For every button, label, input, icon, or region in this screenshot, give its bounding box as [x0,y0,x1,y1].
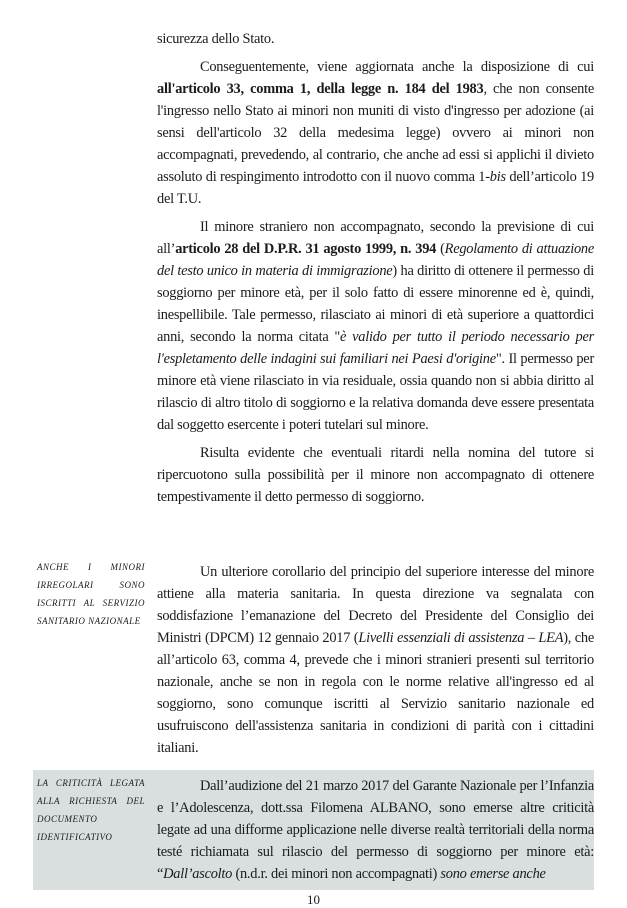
paragraph [157,775,594,885]
text-run: (n.d.r. dei minori non accompagnati) [232,866,441,882]
italic-run: è valido per tutto il periodo necessario per l'espletamento delle indagini sui familiari nei Paesi d'origine [157,329,594,367]
margin-note [37,774,145,846]
italic-run: Regolamento di attuazione del testo unico in materia di immigrazione [157,241,595,279]
body-text-bottom [157,775,594,885]
margin-note [37,558,145,630]
page-number: 10 [307,892,320,907]
paragraph [157,216,594,436]
paragraph [157,442,594,508]
text-run: ), che all’articolo 63, comma 4, prevede che i minori stranieri presenti sul territorio nazionale, anche se non in regola con le norme relative all'ingresso ed al soggiorno, sono comunque iscritti al Servizio sanitario nazionale ed usufruiscono dell'assistenza sanitaria in condizioni di parità con i cittadini italiani. [157,630,594,756]
text-run: ( [436,241,445,257]
body-text-middle [157,561,594,759]
body-text-top [157,28,594,508]
paragraph [157,56,594,210]
text-run: , che non consente l'ingresso nello Stato ai minori non muniti di visto d'ingresso per adozione (ai sensi dell'articolo 32 della medesima legge) ovvero ai minori non accompagnati, prevedendo, al contrario, che anche ad essi si applichi il divieto assoluto di respingimento introdotto con il nuovo comma 1- [157,81,595,185]
text-run: Un ulteriore corollario del principio del superiore interesse del minore attiene alla materia sanitaria. In questa direzione va segnalata con soddisfazione l’emanazione del Decreto del Presidente del Consiglio dei Ministri (DPCM) 12 gennaio 2017 ( [157,564,594,646]
text-run: dell’articolo 19 del T.U. [157,169,594,207]
paragraph [157,561,594,759]
bold-run: all'articolo 33, comma 1, della legge n. 184 del 1983 [157,81,484,97]
bold-run: articolo 28 del D.P.R. 31 agosto 1999, n. 394 [175,241,437,257]
italic-run: Dall’ascolto [163,866,233,882]
text-run: ) ha diritto di ottenere il permesso di soggiorno per minore età, per il solo fatto di essere minorenne ed è, quindi, inespellibile. Tale permesso, rilasciato ai minori di età superiore a quattordici anni, secondo la norma citata " [157,263,594,345]
text-run: Conseguentemente, viene aggiornata anche la disposizione di cui [200,59,594,75]
margin-note-text: ANCHE I MINORI IRREGOLARI SONO ISCRITTI AL SERVIZIO SANITARIO NAZIONALE [37,562,145,626]
text-run: Risulta evidente che eventuali ritardi nella nomina del tutore si ripercuotono sulla possibilità per il minore non accompagnato di ottenere tempestivamente il detto permesso di soggiorno. [157,445,594,505]
text-run: Il minore straniero non accompagnato, secondo la previsione di cui all’ [157,219,594,257]
margin-note-text: LA CRITICITÀ LEGATA ALLA RICHIESTA DEL DOCUMENTO IDENTIFICATIVO [37,778,145,842]
text-run: Dall’audizione del 21 marzo 2017 del Garante Nazionale per l’Infanzia e l’Adolescenza, dott.ssa Filomena ALBANO, sono emerse altre criticità legate ad una difforme applicazione nelle diverse realtà territoriali della norma testé richiamata sul rilascio del permesso di soggiorno per minore età: “ [157,778,594,882]
italic-run: sono emerse anche [440,866,546,882]
text-run: ". Il permesso per minore età viene rilasciato in via residuale, ossia quando non si abbia diritto al rilascio di altro titolo di soggiorno e la relativa domanda deve essere presentata dal soggetto esercente i poteri tutelari sul minore. [157,351,594,433]
paragraph [157,28,594,50]
italic-run: bis [489,169,506,185]
italic-run: Livelli essenziali di assistenza – LEA [358,630,564,646]
text-run: sicurezza dello Stato. [157,31,275,47]
